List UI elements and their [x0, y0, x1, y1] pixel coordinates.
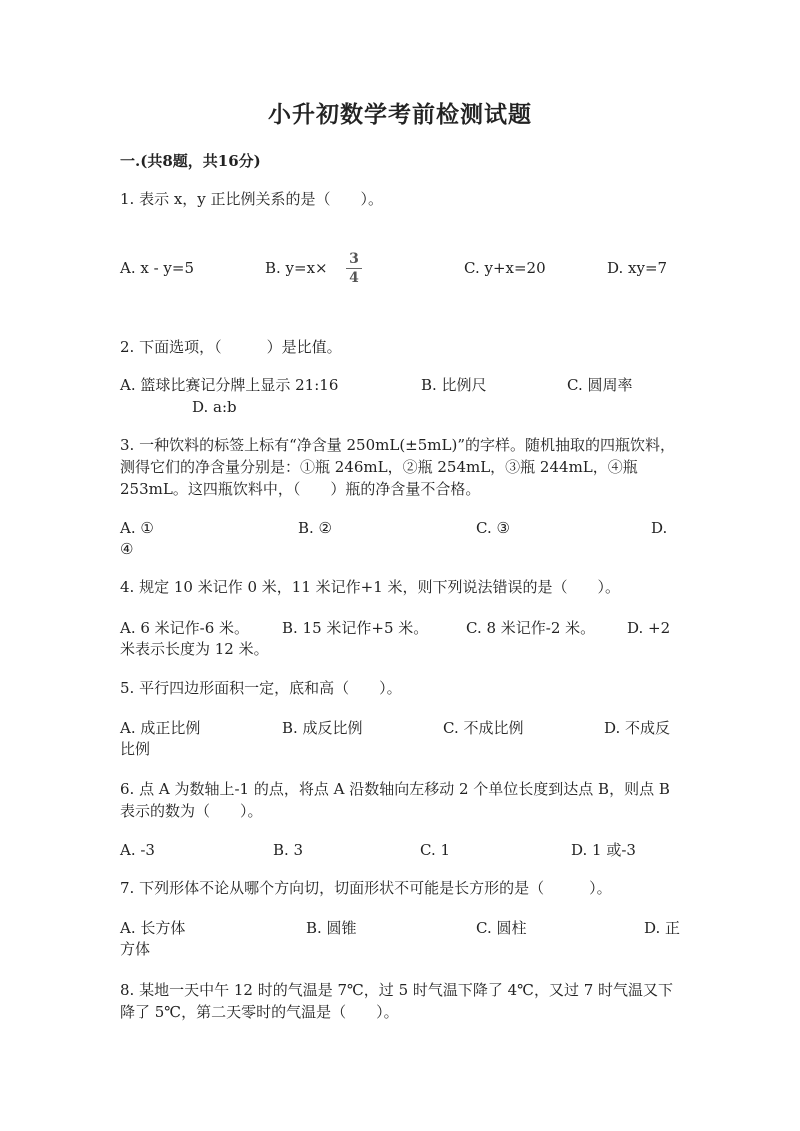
question-1-option-c: C. y+x=20 [464, 259, 546, 277]
question-2-option-b: B. 比例尺 [421, 376, 487, 394]
section-header: 一.(共8题，共16分) [120, 152, 261, 170]
question-3-stem: 3. 一种饮料的标签上标有“净含量 250mL(±5mL)”的字样。随机抽取的四瓶饮料，测得它们的净含量分别是：①瓶 246mL，②瓶 254mL，③瓶 244mL，④瓶 253mL。这四瓶饮料中，（ ）瓶的净含量不合格。 [120, 436, 676, 498]
fraction-bar [346, 268, 362, 269]
question-3-option-d-cont: ④ [120, 540, 134, 558]
question-7-option-d-cont: 方体 [120, 940, 151, 958]
question-6-option-a: A. -3 [120, 841, 155, 859]
question-7-option-d: D. 正 [644, 919, 681, 937]
question-4-option-d-cont: 米表示长度为 12 米。 [120, 640, 269, 658]
question-7-option-b: B. 圆锥 [306, 919, 357, 937]
fraction-numerator: 3 [349, 251, 359, 267]
question-2-option-d: D. a:b [192, 398, 237, 416]
question-3-option-a: A. ① [120, 519, 154, 537]
question-7-stem: 7. 下列形体不论从哪个方向切，切面形状不可能是长方形的是（ ）。 [120, 879, 612, 897]
question-3-option-c: C. ③ [476, 519, 510, 537]
question-5-stem: 5. 平行四边形面积一定，底和高（ ）。 [120, 679, 402, 697]
question-2-option-a: A. 篮球比赛记分牌上显示 21:16 [120, 376, 339, 394]
question-1-option-a: A. x - y=5 [120, 259, 195, 277]
question-7-option-a: A. 长方体 [120, 919, 186, 937]
question-8-stem: 8. 某地一天中午 12 时的气温是 7℃，过 5 时气温下降了 4℃，又过 7 时气温又下降了 5℃，第二天零时的气温是（ ）。 [120, 981, 674, 1021]
question-7-option-c: C. 圆柱 [476, 919, 527, 937]
question-4-option-d: D. +2 [627, 619, 671, 637]
fraction-denominator: 4 [349, 270, 359, 286]
question-4-stem: 4. 规定 10 米记作 0 米，11 米记作+1 米，则下列说法错误的是（ ）。 [120, 578, 621, 596]
question-1-option-b: B. y=x× [265, 259, 328, 277]
question-2-stem: 2. 下面选项，（ ）是比值。 [120, 338, 342, 356]
question-4-option-b: B. 15 米记作+5 米。 [282, 619, 429, 637]
question-5-option-d: D. 不成反 [604, 719, 671, 737]
question-6-option-b: B. 3 [273, 841, 304, 859]
page-title: 小升初数学考前检测试题 [268, 101, 532, 128]
question-4-option-c: C. 8 米记作-2 米。 [466, 619, 596, 637]
question-5-option-a: A. 成正比例 [120, 719, 201, 737]
question-5-option-c: C. 不成比例 [443, 719, 524, 737]
question-6-option-d: D. 1 或-3 [571, 841, 636, 859]
question-5-option-b: B. 成反比例 [282, 719, 363, 737]
question-6-option-c: C. 1 [420, 841, 451, 859]
question-1-option-d: D. xy=7 [607, 259, 668, 277]
question-4-option-a: A. 6 米记作-6 米。 [120, 619, 250, 637]
question-1-stem: 1. 表示 x，y 正比例关系的是（ ）。 [120, 190, 384, 208]
fraction-three-quarters [346, 251, 362, 286]
question-5-option-d-cont: 比例 [120, 740, 151, 758]
question-6-stem: 6. 点 A 为数轴上-1 的点，将点 A 沿数轴向左移动 2 个单位长度到达点 B，则点 B 表示的数为（ ）。 [120, 780, 670, 820]
question-3-option-d: D. [651, 519, 668, 537]
question-2-option-c: C. 圆周率 [567, 376, 633, 394]
question-3-option-b: B. ② [298, 519, 333, 537]
